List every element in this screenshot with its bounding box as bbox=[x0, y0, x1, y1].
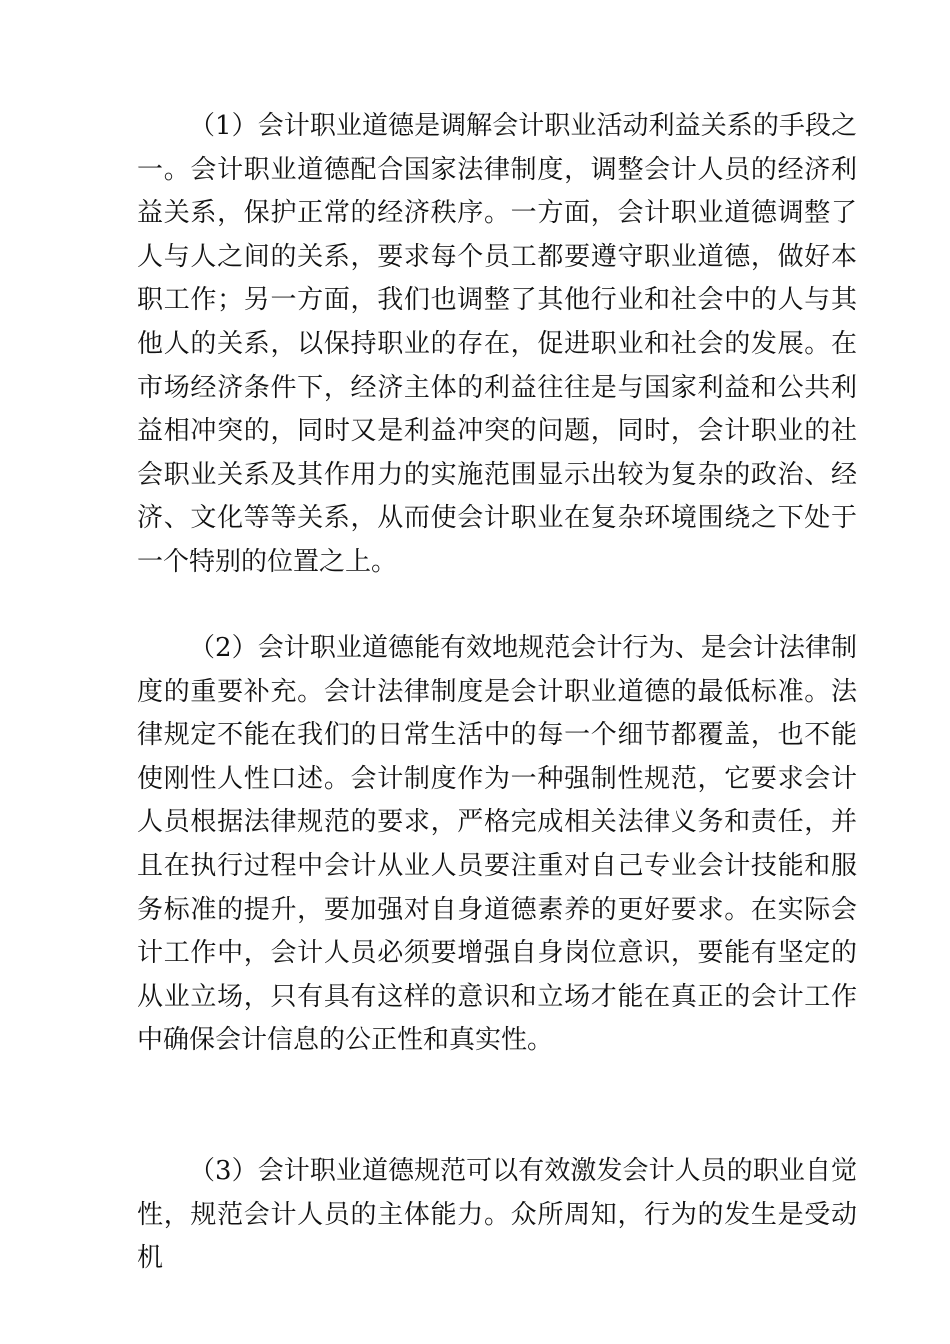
paragraph-3: （3）会计职业道德规范可以有效激发会计人员的职业自觉性，规范会计人员的主体能力。众所周知，行为的发生是受动机 bbox=[137, 1156, 857, 1274]
paragraph-1: （1）会计职业道德是调解会计职业活动利益关系的手段之一。会计职业道德配合国家法律制度，调整会计人员的经济利益关系，保护正常的经济秩序。一方面，会计职业道德调整了人与人之间的关系，要求每个员工都要遵守职业道德，做好本职工作；另一方面，我们也调整了其他行业和社会中的人与其他人的关系，以保持职业的存在，促进职业和社会的发展。在市场经济条件下，经济主体的利益往往是与国家利益和公共利益相冲突的，同时又是利益冲突的问题，同时，会计职业的社会职业关系及其作用力的实施范围显示出较为复杂的政治、经济、文化等等关系，从而使会计职业在复杂环境围绕之下处于一个特别的位置之上。 bbox=[137, 111, 857, 577]
paragraph-2: （2）会计职业道德能有效地规范会计行为、是会计法律制度的重要补充。会计法律制度是会计职业道德的最低标准。法律规定不能在我们的日常生活中的每一个细节都覆盖，也不能使刚性人性口述。会计制度作为一种强制性规范，它要求会计人员根据法律规范的要求，严格完成相关法律义务和责任，并且在执行过程中会计从业人员要注重对自己专业会计技能和服务标准的提升，要加强对自身道德素养的更好要求。在实际会计工作中，会计人员必须要增强自身岗位意识，要能有坚定的从业立场，只有具有这样的意识和立场才能在真正的会计工作中确保会计信息的公正性和真实性。 bbox=[137, 633, 857, 1056]
